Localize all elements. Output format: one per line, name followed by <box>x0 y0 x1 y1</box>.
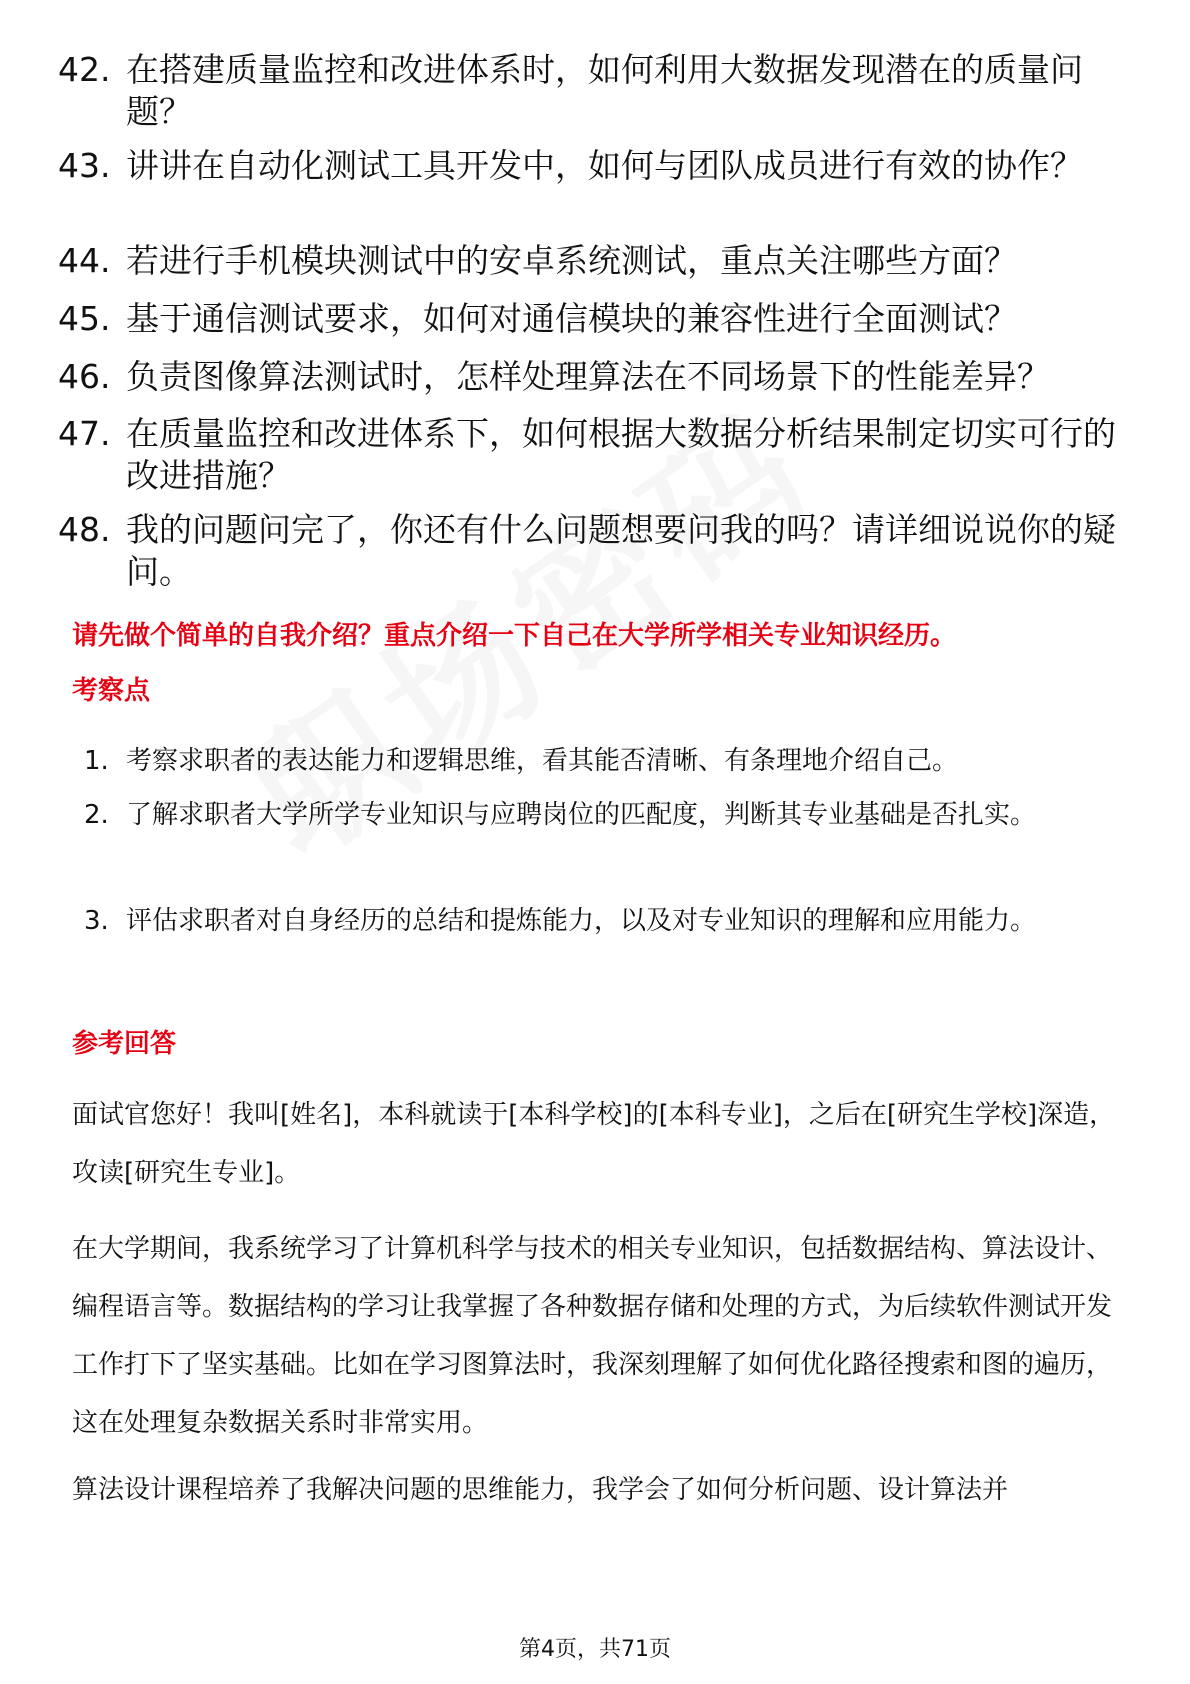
section-question: 请先做个简单的自我介绍？重点介绍一下自己在大学所学相关专业知识经历。 <box>72 621 957 651</box>
answer-paragraph: 在大学期间，我系统学习了计算机科学与技术的相关专业知识，包括数据结构、算法设计、编程语言等。数据结构的学习让我掌握了各种数据存储和处理的方式，为后续软件测试开发工作打下了坚实基础。比如在学习图算法时，我深刻理解了如何优化路径搜索和图的遍历，这在处理复杂数据关系时非常实用。 <box>72 1234 1113 1438</box>
question-number: 48. <box>58 510 111 549</box>
question-number: 45. <box>58 299 111 338</box>
question-text: 负责图像算法测试时，怎样处理算法在不同场景下的性能差异？ <box>126 357 1050 396</box>
list-number: 1. <box>84 746 109 776</box>
question-text: 讲讲在自动化测试工具开发中，如何与团队成员进行有效的协作？ <box>126 146 1083 185</box>
question-text: 在搭建质量监控和改进体系时，如何利用大数据发现潜在的质量问题？ <box>126 50 1083 131</box>
list-text: 考察求职者的表达能力和逻辑思维，看其能否清晰、有条理地介绍自己。 <box>126 746 959 776</box>
question-text: 在质量监控和改进体系下，如何根据大数据分析结果制定切实可行的改进措施？ <box>126 414 1116 495</box>
answer-paragraph: 面试官您好！我叫[姓名]，本科就读于[本科学校]的[本科专业]，之后在[研究生学校]深造，攻读[研究生专业]。 <box>72 1100 1116 1188</box>
question-number: 44. <box>58 241 111 280</box>
list-item <box>84 732 1114 790</box>
points-heading: 考察点 <box>72 676 151 706</box>
question-item <box>58 298 1118 340</box>
question-number: 47. <box>58 414 111 453</box>
question-item <box>58 145 1118 187</box>
question-item <box>58 356 1118 398</box>
question-item <box>58 240 1118 282</box>
list-text: 评估求职者对自身经历的总结和提炼能力，以及对专业知识的理解和应用能力。 <box>126 906 1037 936</box>
question-item <box>58 509 1118 593</box>
question-text: 基于通信测试要求，如何对通信模块的兼容性进行全面测试？ <box>126 299 1017 338</box>
question-item <box>58 413 1118 497</box>
question-item <box>58 49 1118 133</box>
answer-heading: 参考回答 <box>72 1029 177 1059</box>
list-item <box>84 892 1114 950</box>
list-item <box>84 786 1114 844</box>
question-text: 我的问题问完了，你还有什么问题想要问我的吗？请详细说说你的疑问。 <box>126 510 1116 591</box>
question-text: 若进行手机模块测试中的安卓系统测试，重点关注哪些方面？ <box>126 241 1017 280</box>
list-text: 了解求职者大学所学专业知识与应聘岗位的匹配度，判断其专业基础是否扎实。 <box>126 800 1037 830</box>
answer-paragraph: 算法设计课程培养了我解决问题的思维能力，我学会了如何分析问题、设计算法并 <box>72 1475 1009 1505</box>
question-number: 42. <box>58 50 111 89</box>
list-number: 3. <box>84 906 109 936</box>
page-footer: 第4页，共71页 <box>519 1637 671 1662</box>
question-number: 43. <box>58 146 111 185</box>
question-number: 46. <box>58 357 111 396</box>
list-number: 2. <box>84 800 109 830</box>
